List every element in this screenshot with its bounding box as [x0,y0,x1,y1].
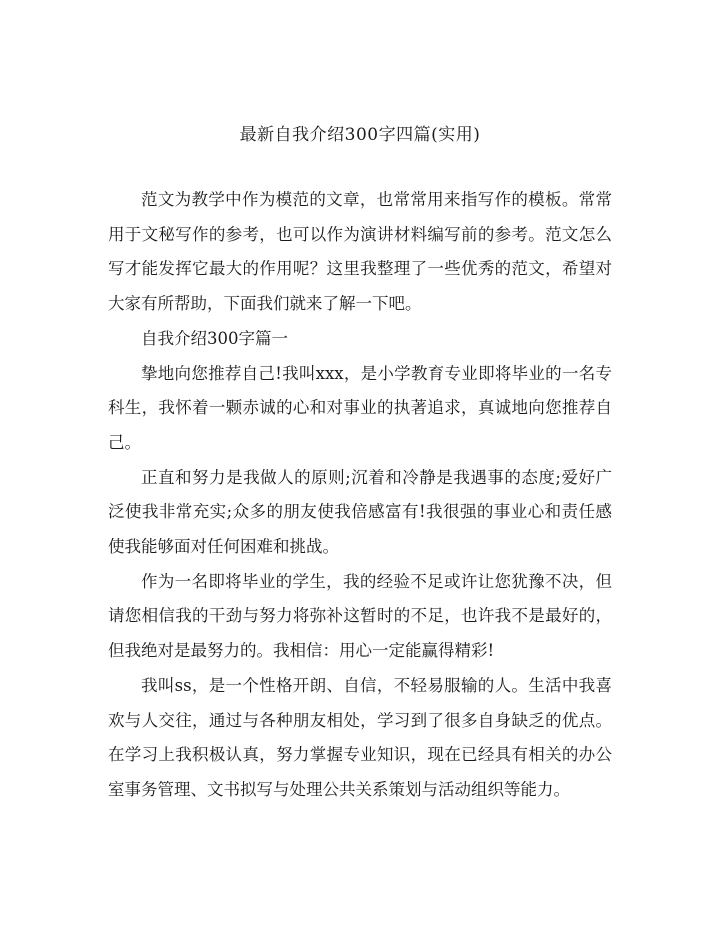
intro-paragraph: 范文为教学中作为模范的文章，也常常用来指写作的模板。常常用于文秘写作的参考，也可以作为演讲材料编写前的参考。范文怎么写才能发挥它最大的作用呢？这里我整理了一些优秀的范文，希望对大家有所帮助，下面我们就来了解一下吧。 [108,190,612,314]
body-paragraph: 作为一名即将毕业的学生，我的经验不足或许让您犹豫不决，但请您相信我的干劲与努力将弥补这暂时的不足，也许我不是最好的，但我绝对是最努力的。我相信：用心一定能赢得精彩! [108,571,612,661]
section-heading: 自我介绍300字篇一 [141,328,288,348]
document-title: 最新自我介绍300字四篇(实用) [239,125,481,145]
body-paragraph: 正直和努力是我做人的原则;沉着和冷静是我遇事的态度;爱好广泛使我非常充实;众多的朋友使我倍感富有!我很强的事业心和责任感使我能够面对任何困难和挑战。 [108,467,612,557]
body-paragraph: 挚地向您推荐自己!我叫xxx，是小学教育专业即将毕业的一名专科生，我怀着一颗赤诚的心和对事业的执著追求，真诚地向您推荐自己。 [108,363,612,452]
body-paragraph: 我叫ss，是一个性格开朗、自信，不轻易服输的人。生活中我喜欢与人交往，通过与各种朋友相处，学习到了很多自身缺乏的优点。在学习上我积极认真，努力掌握专业知识，现在已经具有相关的办公室事务管理、文书拟写与处理公共关系策划与活动组织等能力。 [108,675,612,799]
document-body [108,183,612,808]
